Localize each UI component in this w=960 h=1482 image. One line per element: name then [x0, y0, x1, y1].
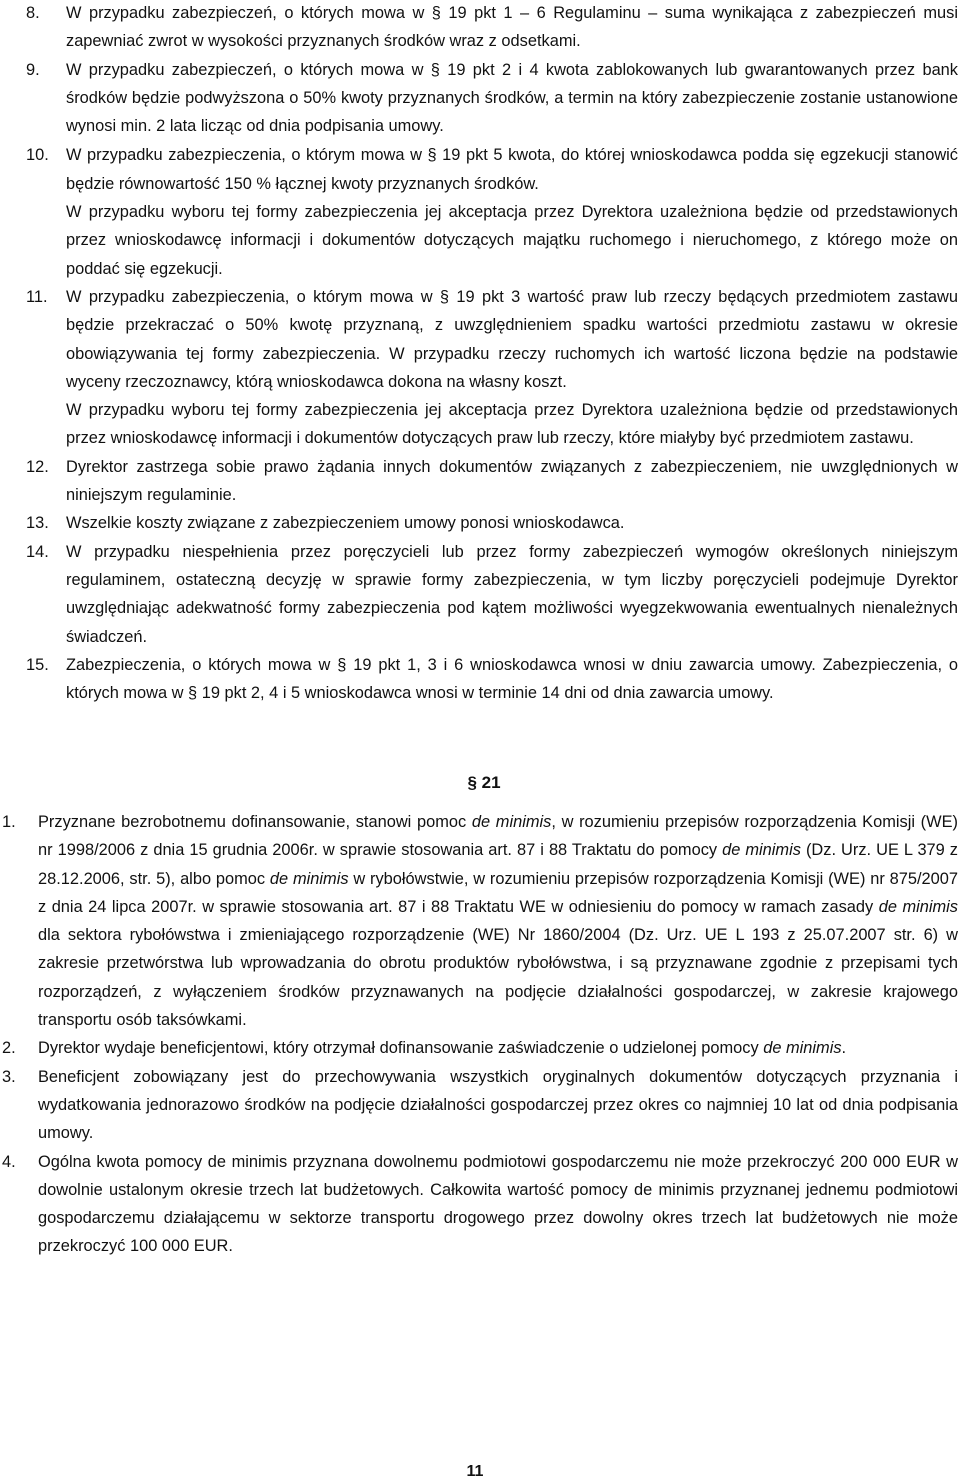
list-item-number: 9.	[26, 60, 40, 79]
list-item-number: 13.	[26, 514, 49, 533]
text-run: Beneficjent zobowiązany jest do przechowywania wszystkich oryginalnych dokumentów dotyczących przyznania i wydatkowania jednorazowo środków na podjęcie działalności gospodarczej przez okres co najmniej 10 lat od dnia podpisania umowy.	[38, 1067, 958, 1143]
list-item-paragraph	[66, 283, 958, 396]
text-run: Dyrektor zastrzega sobie prawo żądania innych dokumentów związanych z zabezpieczeniem, nie uwzględnionych w niniejszym regulaminie.	[66, 457, 958, 505]
list-item-number: 1.	[2, 813, 16, 831]
list-item-paragraph	[38, 1063, 958, 1148]
text-run: W przypadku zabezpieczenia, o którym mowa w § 19 pkt 5 kwota, do której wnioskodawca podda się egzekucji stanowić będzie równowartość 150 % łącznej kwoty przyznanych środków.	[66, 146, 958, 193]
list-item	[0, 283, 960, 453]
list-item	[0, 1148, 960, 1261]
text-run: W przypadku zabezpieczeń, o których mowa w § 19 pkt 2 i 4 kwota zablokowanych lub gwarantowanych przez bank środków będzie podwyższona o 50% kwoty przyznanych środków, a termin na który zabezpieczenie zostanie ustanowione wynosi min. 2 lata licząc od dnia podpisania umowy.	[66, 60, 958, 136]
list-item-number: 8.	[26, 4, 40, 22]
list-item-number: 2.	[2, 1039, 16, 1058]
text-run: , w rozumieniu przepisów rozporządzenia Komisji (WE) nr 1998/2006 z dnia 15 grudnia 2006r. w sprawie stosowania art. 87 i 88 Traktatu do pomocy	[38, 813, 958, 860]
list-item-paragraph	[66, 141, 958, 198]
list-item-paragraph	[66, 0, 958, 56]
list-item	[0, 509, 960, 537]
list-item-number: 4.	[2, 1152, 16, 1171]
page-number	[0, 1462, 960, 1482]
text-run: .	[841, 1039, 847, 1058]
list-item	[0, 56, 960, 141]
italic-term: de minimis	[763, 1039, 842, 1058]
list-item-paragraph	[66, 198, 958, 283]
text-run: w rybołówstwie, w rozumieniu przepisów rozporządzenia Komisji (WE) nr 875/2007 z dnia 24 lipca 2007r. w sprawie stosowania art. 87 i 88 Traktatu WE w odniesieniu do pomocy w ramach zasady	[38, 869, 958, 916]
list-item	[0, 1063, 960, 1148]
text-run: Zabezpieczenia, o których mowa w § 19 pkt 1, 3 i 6 wnioskodawca wnosi w dniu zawarcia umowy. Zabezpieczenia, o których mowa w § 19 pkt 2, 4 i 5 wnioskodawca wnosi w terminie 14 dni od dnia zawarcia umowy.	[66, 655, 958, 703]
italic-term: de minimis	[269, 869, 349, 888]
text-run: W przypadku wyboru tej formy zabezpieczenia jej akceptacja przez Dyrektora uzależniona będzie od przedstawionych przez wnioskodawcę informacji i dokumentów dotyczących praw lub rzeczy, które miałyby być przedmiotem zastawu.	[66, 401, 958, 448]
list-item-paragraph	[66, 56, 958, 141]
list-item	[0, 453, 960, 510]
list-item-paragraph	[66, 396, 958, 453]
text-run: Dyrektor wydaje beneficjentowi, który otrzymał dofinansowanie zaświadczenie o udzielonej pomocy	[38, 1039, 764, 1058]
section-heading-text: § 21	[467, 773, 501, 792]
page-number-text: 11	[466, 1463, 484, 1480]
text-run: W przypadku niespełnienia przez poręczycieli lub przez formy zabezpieczeń wymogów określonych niniejszym regulaminem, ostateczną decyzję w sprawie formy zabezpieczenia, w tym liczby poręczycieli podejmuje Dyrektor uwzględniając adekwatność formy zabezpieczenia pod kątem możliwości wyegzekwowania ewentualnych nienależnych świadczeń.	[66, 542, 958, 646]
italic-term: de minimis	[722, 841, 801, 860]
list-item-number: 14.	[26, 542, 49, 561]
list-item-paragraph	[38, 1034, 958, 1062]
text-run: W przypadku zabezpieczeń, o których mowa w § 19 pkt 1 – 6 Regulaminu – suma wynikająca z zabezpieczeń musi zapewniać zwrot w wysokości przyznanych środków wraz z odsetkami.	[66, 4, 958, 51]
italic-term: de minimis	[878, 897, 958, 916]
list-item	[0, 1034, 960, 1062]
list-item	[0, 141, 960, 282]
list-item	[0, 538, 960, 651]
list-item-paragraph	[66, 509, 958, 537]
list-item	[0, 651, 960, 708]
list-item-number: 10.	[26, 146, 49, 165]
list-item-paragraph	[66, 538, 958, 651]
list-item-paragraph	[66, 651, 958, 708]
list-item	[0, 0, 960, 56]
list-item-paragraph	[66, 453, 958, 510]
text-run: Przyznane bezrobotnemu dofinansowanie, stanowi pomoc	[38, 813, 472, 831]
list-item-number: 11.	[26, 287, 48, 306]
list-item-number: 15.	[26, 655, 49, 674]
text-run: Wszelkie koszty związane z zabezpieczeniem umowy ponosi wnioskodawca.	[66, 514, 625, 533]
regulation-list-bottom	[0, 808, 960, 1261]
list-item-number: 3.	[2, 1067, 16, 1086]
text-run: Ogólna kwota pomocy de minimis przyznana dowolnemu podmiotowi gospodarczemu nie może przekroczyć 200 000 EUR w dowolnie ustalonym okresie trzech lat budżetowych. Całkowita wartość pomocy de minimis przyznanej jednemu podmiotowi gospodarczemu działającemu w sektorze transportu drogowego przez dowolny okres trzech lat budżetowych nie może przekroczyć 100 000 EUR.	[38, 1152, 958, 1256]
text-run: dla sektora rybołówstwa i zmieniającego rozporządzenie (WE) Nr 1860/2004 (Dz. Urz. UE L 193 z 25.07.2007 str. 6) w zakresie przetwórstwa lub wprowadzania do obrotu produktów rybołówstwa, i są przyznawane zgodnie z przepisami tych rozporządzeń, z wyłączeniem środków przyznawanych na podjęcie działalności gospodarczej, w zakresie krajowego transportu osób taksówkami.	[38, 926, 958, 1030]
text-run: W przypadku zabezpieczenia, o którym mowa w § 19 pkt 3 wartość praw lub rzeczy będących przedmiotem zastawu będzie przekraczać o 50% kwotę przyznaną, z uwzględnieniem spadku wartości przedmiotu zastawu w okresie obowiązywania tej formy zabezpieczenia. W przypadku rzeczy ruchomych ich wartość liczona będzie na podstawie wyceny rzeczoznawcy, którą wnioskodawca dokona na własny koszt.	[66, 287, 958, 391]
list-item-paragraph	[38, 808, 958, 1034]
section-heading	[0, 769, 960, 797]
regulation-list-top	[0, 0, 960, 707]
list-item-paragraph	[38, 1148, 958, 1261]
list-item	[0, 808, 960, 1034]
text-run: (Dz. Urz. UE L 379 z 28.12.2006, str. 5), albo pomoc	[38, 841, 959, 888]
list-item-number: 12.	[26, 457, 49, 476]
italic-term: de minimis	[471, 813, 552, 831]
text-run: W przypadku wyboru tej formy zabezpieczenia jej akceptacja przez Dyrektora uzależniona będzie od przedstawionych przez wnioskodawcę informacji i dokumentów dotyczących majątku ruchomego i nieruchomego, z którego może on poddać się egzekucji.	[66, 203, 958, 278]
